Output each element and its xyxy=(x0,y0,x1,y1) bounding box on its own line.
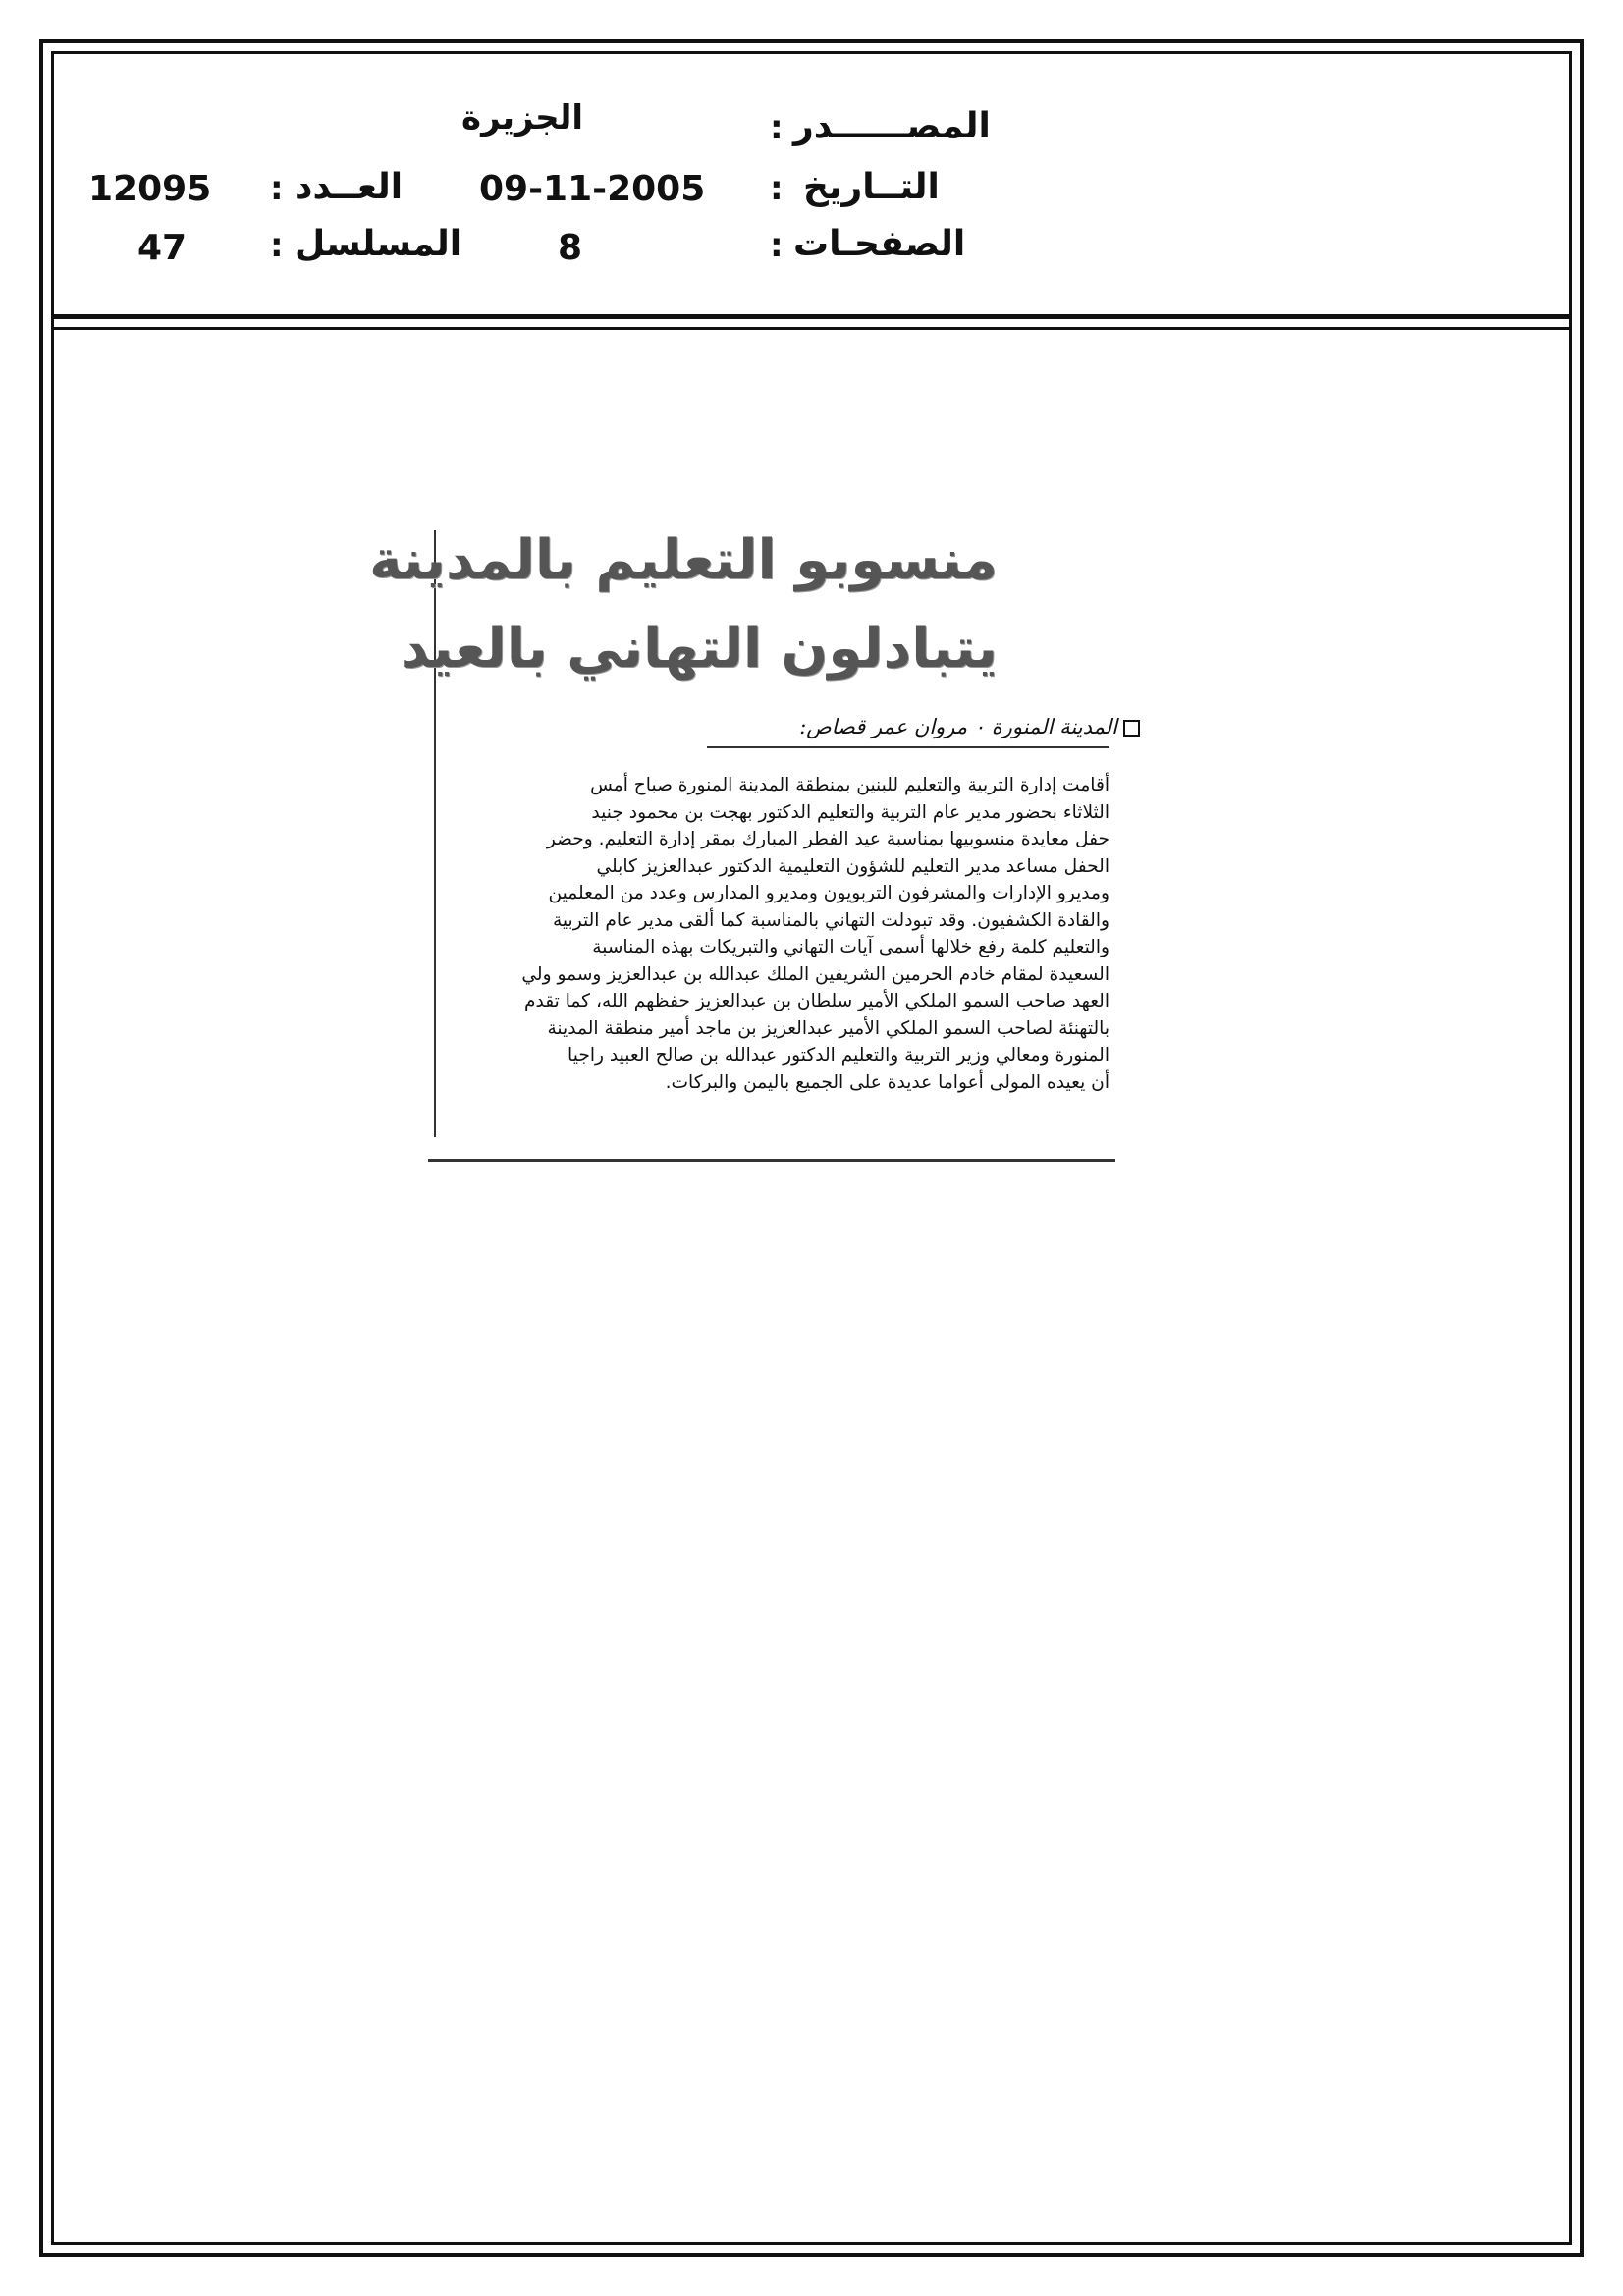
page-inner-border xyxy=(51,51,1572,2245)
source-colon: : xyxy=(770,108,784,147)
pages-colon: : xyxy=(770,226,784,265)
clipping-bottom-rule xyxy=(428,1159,1115,1162)
serial-label: المسلسل xyxy=(295,224,462,264)
body-line: ومديرو الإدارات والمشرفون التربويون ومديرو المدارس وعدد من المعلمين xyxy=(548,883,1109,903)
date-colon: : xyxy=(770,169,784,208)
article-body xyxy=(447,772,1109,1096)
header-divider-secondary xyxy=(51,327,1572,330)
header-divider xyxy=(51,314,1572,319)
body-line: المنورة ومعالي وزير التربية والتعليم الدكتور عبدالله بن صالح العبيد راجيا xyxy=(568,1045,1109,1066)
issue-label: العــدد xyxy=(295,167,404,207)
body-line: والتعليم كلمة رفع خلالها أسمى آيات التهاني والتبريكات بهذه المناسبة xyxy=(592,937,1109,957)
square-bullet-icon xyxy=(1123,720,1140,737)
body-line: السعيدة لمقام خادم الحرمين الشريفين الملك عبدالله بن عبدالعزيز وسمو ولي xyxy=(521,963,1109,985)
body-line: الحفل مساعد مدير التعليم للشؤون التعليمية الدكتور عبدالعزيز كابلي xyxy=(596,855,1109,877)
serial-colon: : xyxy=(270,226,284,265)
headline-line-1: منسوبو التعليم بالمدينة xyxy=(369,528,998,592)
body-line: بالتهنئة لصاحب السمو الملكي الأمير عبدالعزيز بن ماجد أمير منطقة المدينة xyxy=(547,1017,1109,1039)
serial-value: 47 xyxy=(137,228,188,268)
body-line: والقادة الكشفيون. وقد تبودلت التهاني بالمناسبة كما ألقى مدير عام التربية xyxy=(552,909,1109,931)
date-value: 09-11-2005 xyxy=(479,169,706,209)
issue-value: 12095 xyxy=(88,169,212,209)
byline-text: المدينة المنورة ٠ مروان عمر قصاص: xyxy=(799,715,1117,738)
pages-value: 8 xyxy=(558,228,583,268)
date-label: التــاريخ xyxy=(803,167,940,207)
body-line: حفل معايدة منسوبيها بمناسبة عيد الفطر المبارك بمقر إدارة التعليم. وحضر xyxy=(546,829,1109,849)
source-label: المصــــــدر xyxy=(793,106,991,146)
body-line: الثلاثاء بحضور مدير عام التربية والتعليم الدكتور بهجت بن محمود جنيد xyxy=(591,801,1109,823)
body-line: العهد صاحب السمو الملكي الأمير سلطان بن عبدالعزيز حفظهم الله، كما تقدم xyxy=(524,991,1109,1011)
pages-label: الصفحـات xyxy=(793,224,966,264)
byline xyxy=(799,715,1140,738)
issue-colon: : xyxy=(270,169,284,208)
body-line: أن يعيده المولى أعواما عديدة على الجميع باليمن والبركات. xyxy=(665,1071,1109,1093)
source-value: الجزيرة xyxy=(461,98,584,137)
byline-rule xyxy=(707,746,1109,748)
body-line: أقامت إدارة التربية والتعليم للبنين بمنطقة المدينة المنورة صباح أمس xyxy=(590,775,1109,795)
headline-line-2: يتبادلون التهاني بالعيد xyxy=(400,617,998,681)
